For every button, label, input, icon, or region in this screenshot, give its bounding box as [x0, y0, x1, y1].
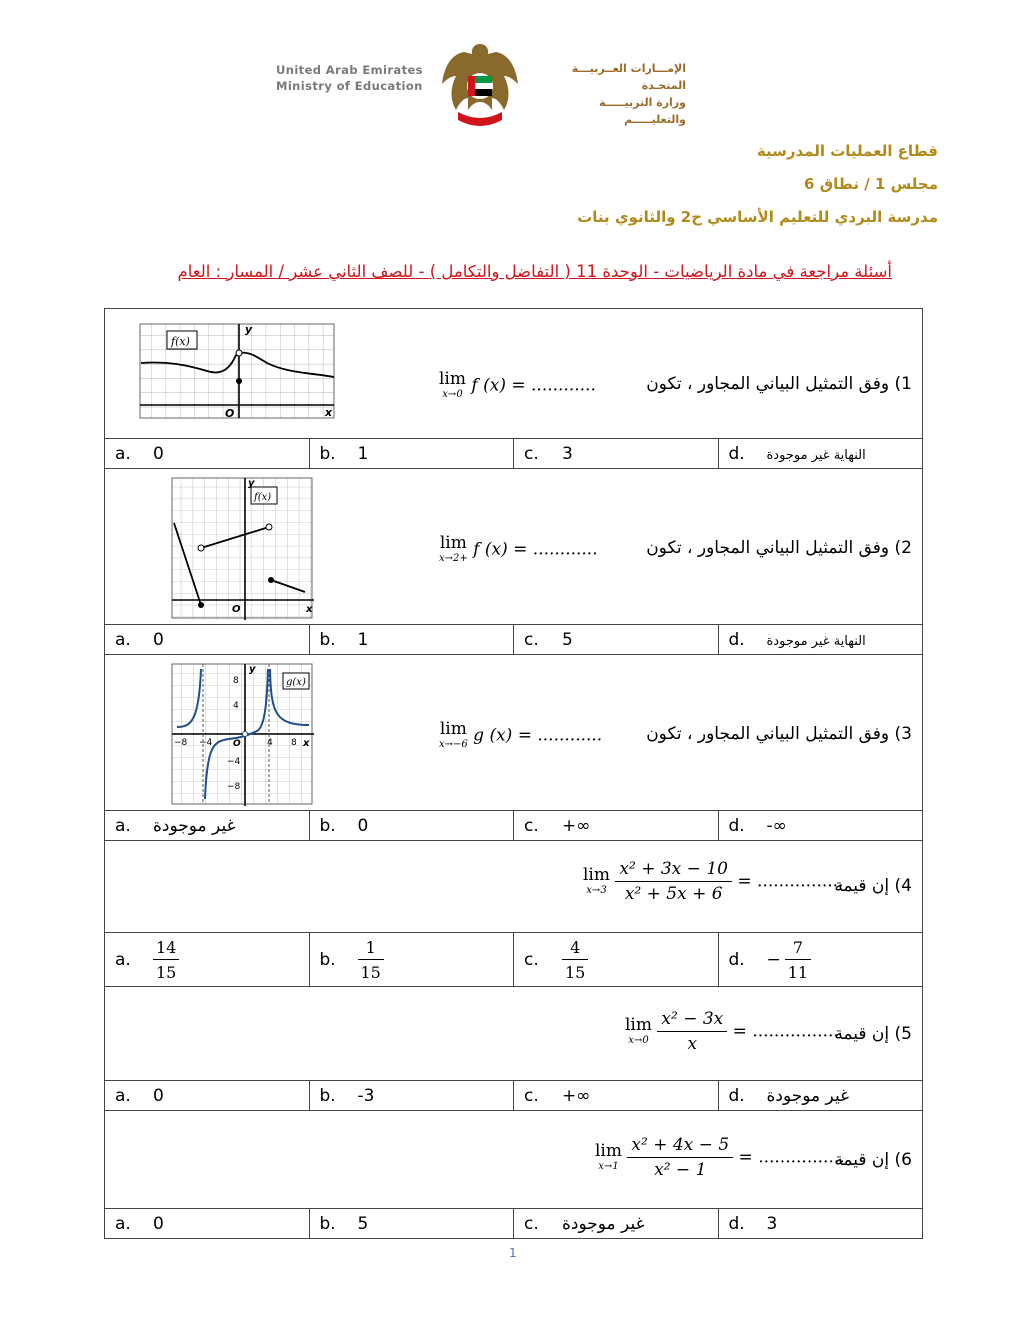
- q2-option-c[interactable]: c. 5: [514, 625, 719, 655]
- q6-option-a[interactable]: a. 0: [105, 1209, 310, 1239]
- q6-option-c[interactable]: c. غير موجودة: [514, 1209, 719, 1239]
- q5-option-d[interactable]: d. غير موجودة: [718, 1081, 923, 1111]
- x-label: x: [325, 406, 333, 419]
- q3-option-d[interactable]: d. -∞: [718, 811, 923, 841]
- answer-row-4: [105, 933, 923, 987]
- q6-option-d[interactable]: d. 3: [718, 1209, 923, 1239]
- answer-row-2: [105, 625, 923, 655]
- q2-graph: [169, 475, 315, 621]
- question-row-3: [105, 655, 923, 811]
- q5-math: lim x→0 $\frac{\text{x² − 3x}}{x}$ = ................: [625, 1009, 839, 1054]
- question-row-1: [105, 309, 923, 439]
- q4-option-a[interactable]: a. $\frac{14}{15}$: [105, 933, 310, 987]
- q3-option-b[interactable]: b. 0: [309, 811, 514, 841]
- tick-x-4: 4: [267, 738, 273, 748]
- q2-text: 2) وفق التمثيل البياني المجاور ، تكون: [646, 538, 912, 558]
- page-number: 1: [509, 1246, 517, 1260]
- q6-option-b[interactable]: b. 5: [309, 1209, 514, 1239]
- question-row-6: [105, 1111, 923, 1209]
- questions-table: [104, 308, 923, 1239]
- tick-y-neg4: −4: [227, 757, 241, 767]
- uae-emblem-logo: [438, 40, 522, 132]
- q5-option-b[interactable]: b. -3: [309, 1081, 514, 1111]
- graph-label: g(x): [286, 677, 306, 688]
- q2-option-b[interactable]: b. 1: [309, 625, 514, 655]
- q6-math: lim x→1 $\frac{\text{x² + 4x − 5}}{\text{x² − 1}}$ = ................: [595, 1135, 845, 1180]
- q2-option-a[interactable]: a. 0: [105, 625, 310, 655]
- q4-option-c[interactable]: c. $\frac{4}{15}$: [514, 933, 719, 987]
- q3-math: lim x→−6 g (x) = ............: [439, 719, 603, 750]
- org-ar-line1: الإمـــارات العــربيـــة المتحـدة: [571, 62, 686, 92]
- org-en-line1: United Arab Emirates: [276, 63, 423, 77]
- q3-option-a[interactable]: a. غير موجودة: [105, 811, 310, 841]
- tick-x-neg8: −8: [174, 738, 188, 748]
- y-label: y: [248, 478, 255, 489]
- page-title: أسئلة مراجعة في مادة الرياضيات - الوحدة 11 ( التفاضل والتكامل ) - للصف الثاني عشر / المسار : العام: [177, 262, 892, 281]
- closed-point: [236, 378, 242, 384]
- y-label: y: [249, 664, 256, 675]
- q2-option-d[interactable]: d. النهاية غير موجودة: [718, 625, 923, 655]
- tick-y-8: 8: [233, 676, 239, 686]
- q5-option-c[interactable]: c. +∞: [514, 1081, 719, 1111]
- q4-math: lim x→3 $\frac{\text{x² + 3x − 10}}{\text{x² + 5x + 6}}$ = ................: [583, 859, 844, 904]
- q6-text: 6) إن قيمة: [834, 1150, 912, 1170]
- school-name: مدرسة البردي للتعليم الأساسي ح2 والثانوي بنات: [577, 208, 938, 226]
- ministry-name-ar: [540, 60, 686, 128]
- tick-y-4: 4: [233, 701, 239, 711]
- ministry-name-en: [276, 62, 423, 94]
- graph-label: f(x): [254, 492, 272, 503]
- tick-x-neg4: −4: [199, 738, 213, 748]
- org-en-line2: Ministry of Education: [276, 79, 423, 93]
- answer-row-5: [105, 1081, 923, 1111]
- answer-row-6: [105, 1209, 923, 1239]
- graph-label: f(x): [171, 335, 190, 348]
- question-row-5: [105, 987, 923, 1081]
- open-point: [236, 350, 242, 356]
- q1-option-d[interactable]: d. النهاية غير موجودة: [718, 439, 923, 469]
- origin-label: O: [233, 739, 241, 749]
- q1-graph: [137, 321, 337, 421]
- y-label: y: [245, 323, 253, 336]
- tick-y-neg8: −8: [227, 782, 241, 792]
- q1-option-b[interactable]: b. 1: [309, 439, 514, 469]
- question-row-4: [105, 841, 923, 933]
- q1-option-a[interactable]: a. 0: [105, 439, 310, 469]
- origin-label: O: [225, 407, 235, 420]
- school-sector: قطاع العمليات المدرسية: [756, 142, 938, 160]
- q4-option-b[interactable]: b. $\frac{1}{15}$: [309, 933, 514, 987]
- q5-option-a[interactable]: a. 0: [105, 1081, 310, 1111]
- q1-text: 1) وفق التمثيل البياني المجاور ، تكون: [646, 374, 912, 394]
- q2-math: lim x→2+ f (x) = ............: [439, 533, 598, 564]
- q3-graph: [169, 661, 315, 807]
- q1-option-c[interactable]: c. 3: [514, 439, 719, 469]
- q4-text: 4) إن قيمة: [834, 876, 912, 896]
- tick-x-8: 8: [291, 738, 297, 748]
- school-council: مجلس 1 / نطاق 6: [804, 175, 938, 193]
- question-row-2: [105, 469, 923, 625]
- q5-text: 5) إن قيمة: [834, 1024, 912, 1044]
- org-ar-line2: وزارة التربيـــــة والتعليـــــم: [599, 96, 686, 126]
- x-label: x: [306, 604, 313, 615]
- origin-label: O: [232, 604, 241, 615]
- q3-text: 3) وفق التمثيل البياني المجاور ، تكون: [646, 724, 912, 744]
- q1-math: lim x→0 f (x) = ............: [439, 369, 596, 400]
- answer-row-1: [105, 439, 923, 469]
- answer-row-3: [105, 811, 923, 841]
- q3-option-c[interactable]: c. +∞: [514, 811, 719, 841]
- x-label: x: [303, 738, 310, 749]
- q4-option-d[interactable]: d. − $\frac{7}{11}$: [718, 933, 923, 987]
